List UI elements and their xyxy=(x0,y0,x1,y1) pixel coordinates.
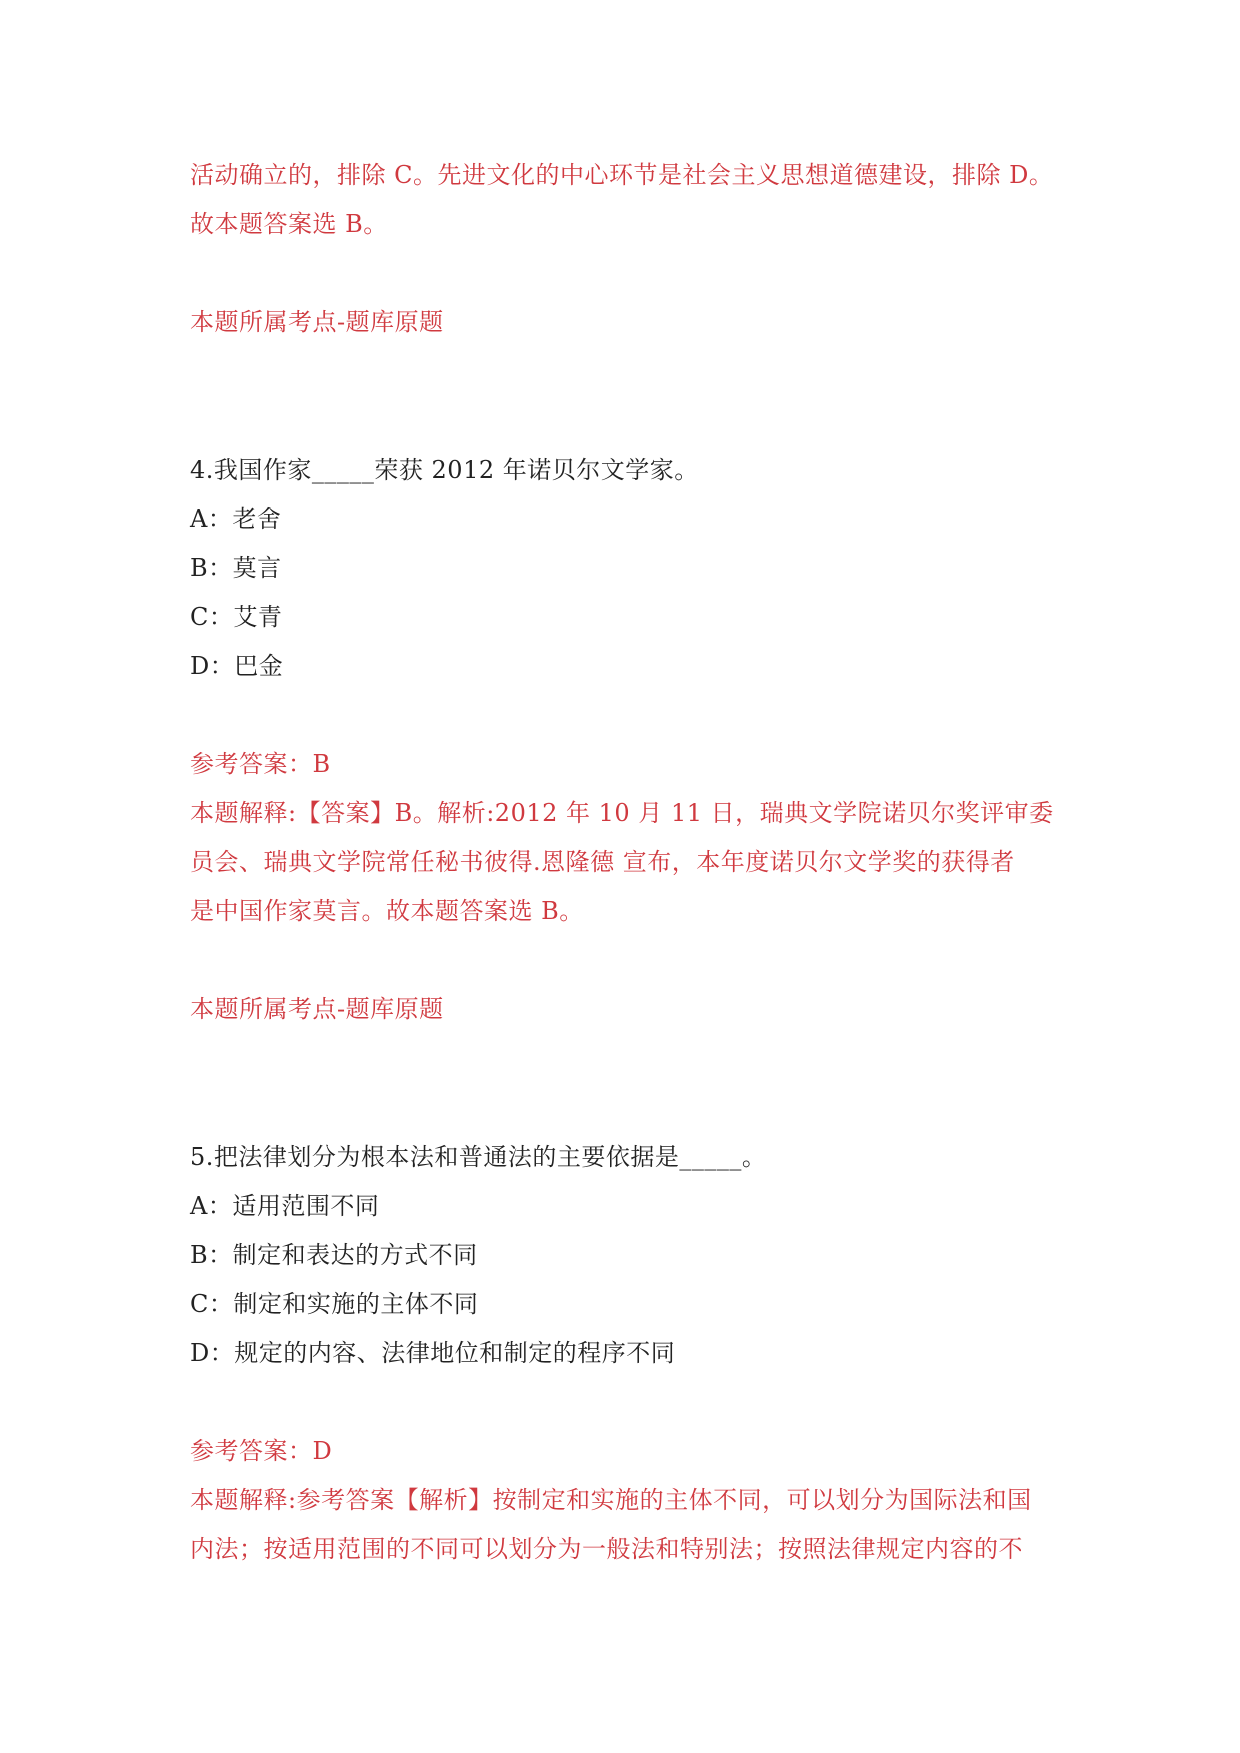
q5-option-d: D：规定的内容、法律地位和制定的程序不同 xyxy=(190,1339,676,1367)
q4-option-c: C：艾青 xyxy=(190,603,283,631)
prev-explanation-line-1: 活动确立的，排除 C。先进文化的中心环节是社会主义思想道德建设，排除 D。 xyxy=(190,161,1054,189)
q5-option-a: A：适用范围不同 xyxy=(190,1192,380,1220)
q4-option-b: B：莫言 xyxy=(190,554,282,582)
q4-option-a: A：老舍 xyxy=(190,505,282,533)
prev-explanation-line-2: 故本题答案选 B。 xyxy=(190,210,388,238)
q4-explanation-line-1: 本题解释:【答案】B。解析:2012 年 10 月 11 日，瑞典文学院诺贝尔奖评审委 xyxy=(190,799,1054,827)
q4-source-tag: 本题所属考点-题库原题 xyxy=(190,995,444,1023)
prev-source-tag: 本题所属考点-题库原题 xyxy=(190,308,444,336)
q5-explanation-line-2: 内法；按适用范围的不同可以划分为一般法和特别法；按照法律规定内容的不 xyxy=(190,1535,1023,1563)
q4-option-d: D：巴金 xyxy=(190,652,284,680)
q5-explanation-line-1: 本题解释:参考答案【解析】按制定和实施的主体不同，可以划分为国际法和国 xyxy=(190,1486,1032,1514)
q4-answer: 参考答案：B xyxy=(190,750,331,778)
q5-option-c: C：制定和实施的主体不同 xyxy=(190,1290,479,1318)
q5-stem: 5.把法律划分为根本法和普通法的主要依据是_____。 xyxy=(190,1143,767,1171)
q4-explanation-line-3: 是中国作家莫言。故本题答案选 B。 xyxy=(190,897,584,925)
q5-answer: 参考答案：D xyxy=(190,1437,333,1465)
q4-explanation-line-2: 员会、瑞典文学院常任秘书彼得.恩隆德 宣布，本年度诺贝尔文学奖的获得者 xyxy=(190,848,1015,876)
q4-stem: 4.我国作家_____荣获 2012 年诺贝尔文学家。 xyxy=(190,456,699,484)
q5-option-b: B：制定和表达的方式不同 xyxy=(190,1241,478,1269)
